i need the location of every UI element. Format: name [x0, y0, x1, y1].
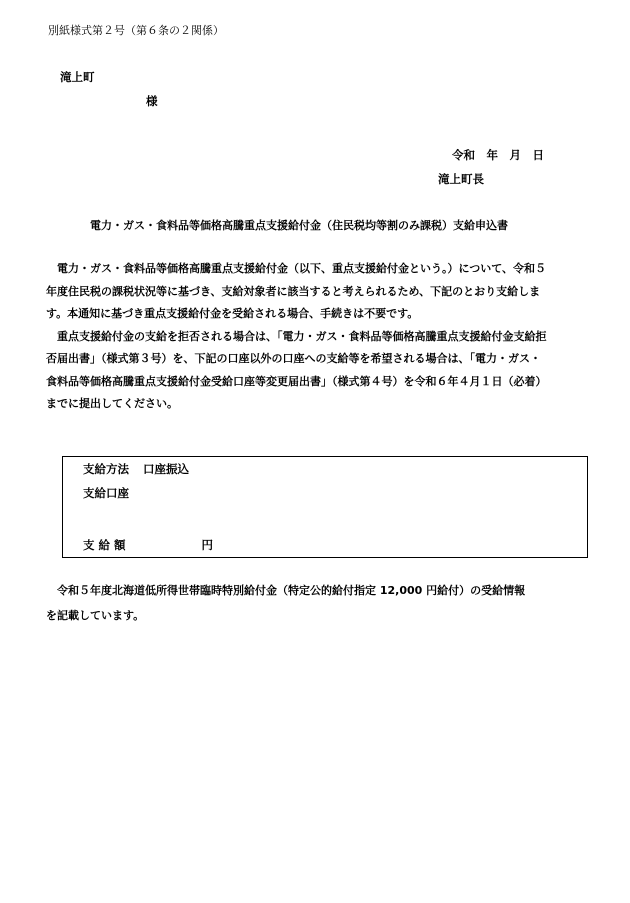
payment-amount-label: 支 給 額: [83, 538, 126, 552]
payment-amount-unit: 円: [201, 538, 214, 552]
recipient-honorific: 様: [146, 94, 158, 108]
body-line: 重点支援給付金の支給を拒否される場合は、「電力・ガス・食料品等価格高騰重点支援給付金支給拒: [46, 329, 547, 343]
payment-account-label: 支給口座: [83, 486, 129, 500]
payment-info-box: [62, 456, 588, 558]
payment-account-row: [83, 485, 129, 501]
body-line: 電力・ガス・食料品等価格高騰重点支援給付金（以下、重点支援給付金という。）について、令和５: [46, 262, 547, 275]
footnote: [46, 578, 525, 628]
payment-method-row: [83, 461, 189, 477]
date-line: 令和 年 月 日: [452, 148, 544, 162]
body-line: 年度住民税の課税状況等に基づき、支給対象者に該当すると考えられるため、下記のとおり支給しま: [46, 284, 541, 298]
body-line: す。本通知に基づき重点支援給付金を受給される場合、手続きは不要です。: [46, 307, 419, 320]
body-line: 否届出書」（様式第３号）を、下記の口座以外の口座への支給等を希望される場合は、「電力・ガス・: [46, 352, 541, 365]
footnote-line: を記載しています。: [46, 609, 145, 622]
form-label: 別紙様式第２号（第６条の２関係）: [48, 24, 224, 37]
recipient-town: 滝上町: [60, 70, 95, 84]
body-line: までに提出してください。: [46, 397, 178, 410]
payment-amount-row: [83, 537, 213, 553]
payment-method-value: 口座振込: [143, 462, 189, 476]
body-line: 食料品等価格高騰重点支援給付金受給口座等変更届出書」（様式第４号）を令和６年４月１日（必着）: [46, 374, 547, 388]
payment-method-label: 支給方法: [83, 462, 129, 476]
footnote-line: 令和５年度北海道低所得世帯臨時特別給付金（特定公的給付指定 12,000 円給付）の受給情報: [46, 584, 526, 597]
issuer: 滝上町長: [438, 172, 484, 186]
document-title: 電力・ガス・食料品等価格高騰重点支援給付金（住民税均等割のみ課税）支給申込書: [90, 219, 508, 232]
notice-body: [46, 258, 586, 416]
